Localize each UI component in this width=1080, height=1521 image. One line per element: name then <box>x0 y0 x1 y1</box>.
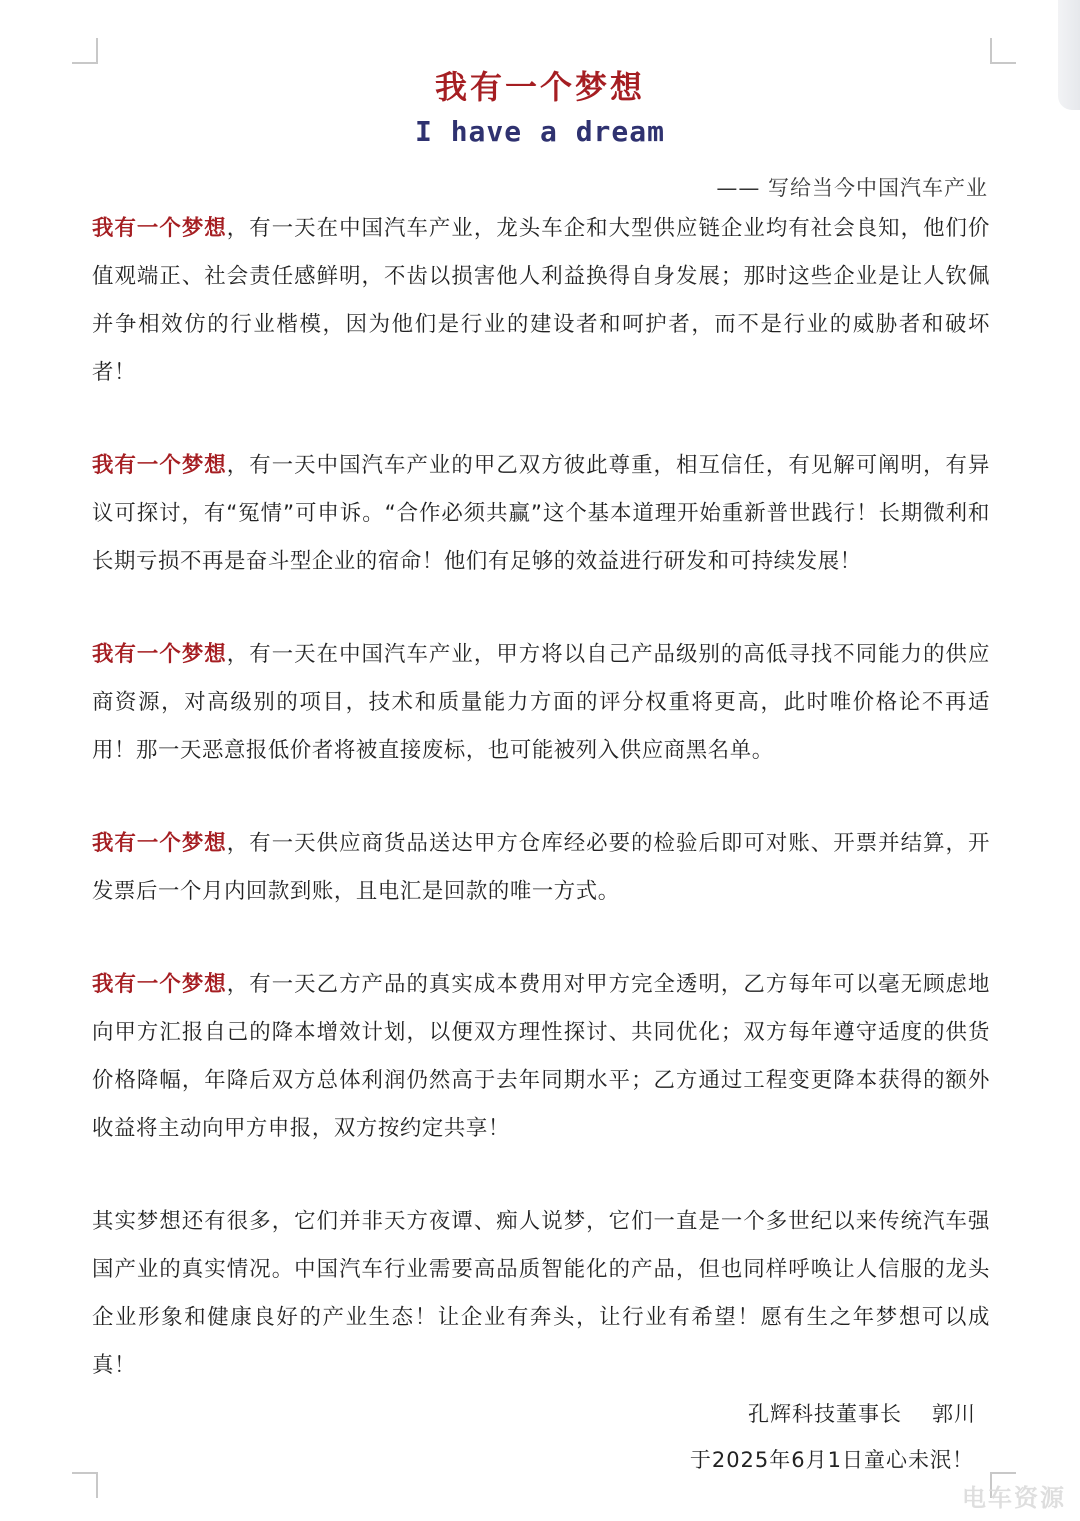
signature-date: 于2025年6月1日童心未泯！ <box>689 1448 974 1472</box>
document-subtitle: I have a dream <box>414 115 665 148</box>
paragraph-1 <box>92 205 990 397</box>
paragraph-text: ，有一天在中国汽车产业，甲方将以自己产品级别的高低寻找不同能力的供应商资源，对高级别的项目，技术和质量能力方面的评分权重将更高，此时唯价格论不再适用！那一天恶意报低价者将被直接废标，也可能被列入供应商黑名单。 <box>92 642 990 763</box>
paragraph-lead: 我有一个梦想 <box>92 642 227 667</box>
paragraph-text: ，有一天供应商货品送达甲方仓库经必要的检验后即可对账、开票并结算，开发票后一个月内回款到账，且电汇是回款的唯一方式。 <box>92 831 990 904</box>
paragraph-lead: 我有一个梦想 <box>92 453 227 478</box>
paragraph-text: ，有一天中国汽车产业的甲乙双方彼此尊重，相互信任，有见解可阐明，有异议可探讨，有“冤情”可申诉。“合作必须共赢”这个基本道理开始重新普世践行！长期微利和长期亏损不再是奋斗型企业的宿命！他们有足够的效益进行研发和可持续发展！ <box>92 453 990 574</box>
signer-name: 郭川 <box>932 1402 976 1426</box>
paragraph-text: ，有一天乙方产品的真实成本费用对甲方完全透明，乙方每年可以毫无顾虑地向甲方汇报自己的降本增效计划，以便双方理性探讨、共同优化；双方每年遵守适度的供货价格降幅，年降后双方总体利润仍然高于去年同期水平；乙方通过工程变更降本获得的额外收益将主动向甲方申报，双方按约定共享！ <box>92 972 990 1141</box>
watermark-logo: 电车资源 <box>962 1484 1066 1512</box>
paragraph-5 <box>92 961 990 1153</box>
paragraph-2 <box>92 442 990 586</box>
dedication-line: —— 写给当今中国汽车产业 <box>716 176 988 200</box>
paragraph-lead: 我有一个梦想 <box>92 831 227 856</box>
signer-title: 孔辉科技董事长 <box>748 1402 902 1426</box>
paragraph-6 <box>92 1198 990 1390</box>
paragraph-lead: 我有一个梦想 <box>92 972 227 997</box>
paragraph-3 <box>92 631 990 775</box>
paragraph-text: 其实梦想还有很多，它们并非天方夜谭、痴人说梦，它们一直是一个多世纪以来传统汽车强国产业的真实情况。中国汽车行业需要高品质智能化的产品，但也同样呼唤让人信服的龙头企业形象和健康良好的产业生态！让企业有奔头，让行业有希望！愿有生之年梦想可以成真！ <box>92 1209 990 1378</box>
paragraph-4 <box>92 820 990 916</box>
document-title: 我有一个梦想 <box>434 68 645 106</box>
signature-line <box>748 1390 976 1438</box>
crop-mark-top-right-icon <box>990 38 1016 64</box>
letter-body <box>92 205 990 1390</box>
paragraph-text: ，有一天在中国汽车产业，龙头车企和大型供应链企业均有社会良知，他们价值观端正、社会责任感鲜明，不齿以损害他人利益换得自身发展；那时这些企业是让人钦佩并争相效仿的行业楷模，因为他们是行业的建设者和呵护者，而不是行业的威胁者和破坏者！ <box>92 216 990 385</box>
paragraph-lead: 我有一个梦想 <box>92 216 227 241</box>
crop-mark-top-left-icon <box>72 38 98 64</box>
crop-mark-bottom-left-icon <box>72 1472 98 1498</box>
